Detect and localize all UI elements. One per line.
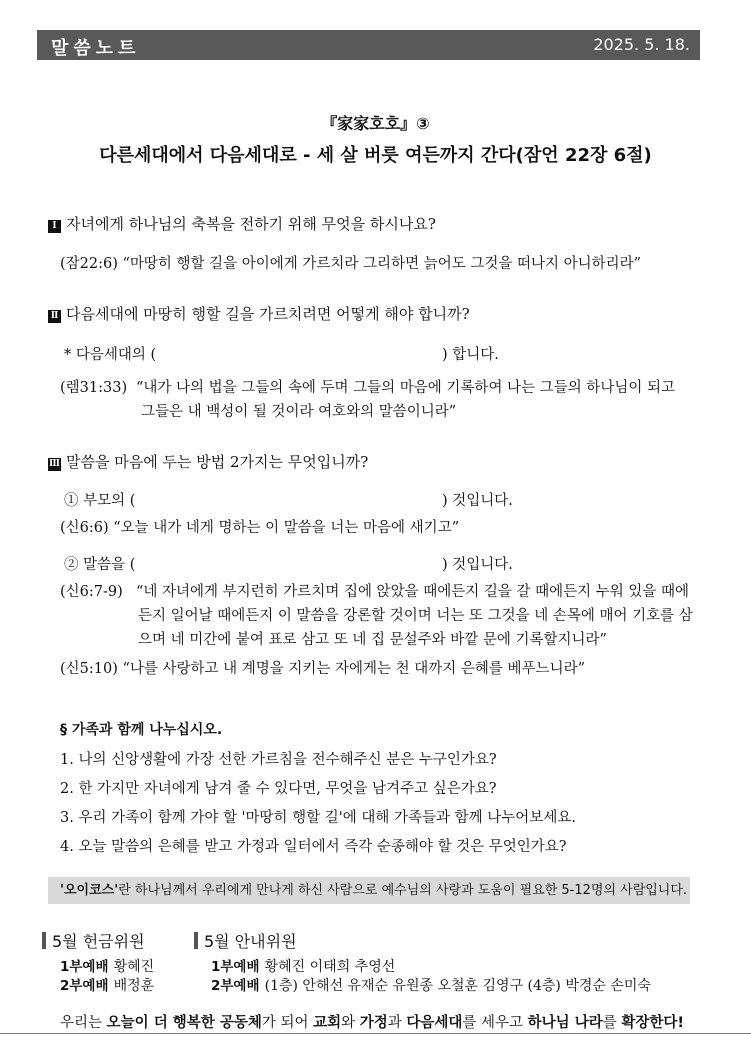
header-date: 2025. 5. 18. — [593, 35, 690, 54]
question-1 — [48, 213, 436, 234]
heading-bar — [42, 932, 46, 949]
verse-jeremiah-line2: 그들은 내 백성이 될 것이라 여호와의 말씀이니라” — [141, 404, 457, 420]
service-label: 1부예배 — [211, 959, 260, 975]
verse-jeremiah-ref: (렘31:33) — [60, 380, 128, 396]
church-motto: 우리는 오늘이 더 행복한 공동체가 되어 교회와 가정과 다음세대를 세우고 하나님 나라를 확장한다! — [60, 1015, 685, 1031]
verse-deut-6-7-line2: 든지 일어날 때에든지 이 말씀을 강론할 것이며 너는 또 그것을 네 손목에 매어 기호를 삼 — [138, 608, 693, 624]
bottom-divider — [0, 1033, 751, 1034]
usher-names: 황혜진 이태희 추영선 — [264, 959, 396, 975]
item1-end: ) 것입니다. — [442, 493, 513, 509]
family-heading: § 가족과 함께 나누십시오. — [60, 722, 223, 738]
oikos-term: '오이코스' — [60, 883, 119, 898]
roman-marker-3: Ⅲ — [49, 459, 60, 469]
offering-row — [60, 974, 154, 995]
verse-deut-6-6: (신6:6) “오늘 내가 네게 명하는 이 말씀을 너는 마음에 새기고” — [60, 520, 460, 536]
ushers-heading-text: 5월 안내위원 — [204, 932, 297, 951]
ushers-heading — [194, 929, 297, 952]
offering-row — [60, 955, 154, 976]
item2-start: ② 말씀을 ( — [64, 557, 136, 573]
verse-deut-6-7-ref: (신6:7-9) — [60, 584, 123, 600]
oikos-note — [48, 877, 690, 904]
item2-end: ) 것입니다. — [442, 557, 513, 573]
sermon-series: 『家家호호』③ — [321, 114, 430, 133]
verse-proverbs: (잠22:6) “마땅히 행할 길을 아이에게 가르치라 그리하면 늙어도 그것을 떠나지 아니하리라” — [60, 256, 642, 272]
fill-blank-end: ) 합니다. — [442, 347, 499, 363]
question-2-text: 다음세대에 마땅히 행할 길을 가르치려면 어떻게 해야 합니까? — [66, 305, 470, 323]
fill-blank-start: * 다음세대의 ( — [64, 347, 157, 363]
sermon-title: 다른세대에서 다음세대로 - 세 살 버릇 여든까지 간다(잠언 22장 6절) — [99, 145, 652, 166]
service-label: 1부예배 — [60, 959, 109, 975]
roman-marker-1: Ⅰ — [48, 220, 61, 233]
oikos-text: 란 하나님께서 우리에게 만나게 하신 사람으로 예수님의 사랑과 도움이 필요한 5-12명의 사람입니다. — [118, 883, 688, 898]
question-1-text: 자녀에게 하나님의 축복을 전하기 위해 무엇을 하시나요? — [66, 215, 436, 233]
family-question: 4. 오늘 말씀의 은혜를 받고 가정과 일터에서 즉각 순종해야 할 것은 무엇인가요? — [60, 839, 567, 855]
ushers-row — [211, 955, 395, 976]
question-3 — [48, 451, 368, 472]
offering-names: 황혜진 — [113, 959, 155, 975]
header-bar — [37, 30, 700, 60]
question-3-text: 말씀을 마음에 두는 방법 2가지는 무엇입니까? — [66, 453, 369, 471]
service-label: 2부예배 — [60, 978, 109, 994]
heading-bar — [194, 932, 198, 949]
offering-heading — [42, 929, 145, 952]
family-question: 3. 우리 가족이 함께 가야 할 '마땅히 행할 길'에 대해 가족들과 함께 나누어보세요. — [60, 810, 576, 826]
offering-names: 배정훈 — [113, 978, 155, 994]
verse-deut-6-7-line1: “네 자녀에게 부지런히 가르치며 집에 앉았을 때에든지 길을 갈 때에든지 누워 있을 때에 — [136, 584, 689, 600]
verse-deut-6-7-line3: 으며 네 미간에 붙여 표로 삼고 또 네 집 문설주와 바깥 문에 기록할지니라” — [138, 632, 607, 648]
offering-heading-text: 5월 헌금위원 — [52, 932, 145, 951]
service-label: 2부예배 — [211, 978, 260, 994]
family-question: 1. 나의 신앙생활에 가장 선한 가르침을 전수해주신 분은 누구인가요? — [60, 752, 497, 768]
page-title: 말씀노트 — [51, 38, 141, 59]
roman-marker-2: Ⅱ — [48, 310, 61, 323]
ushers-row — [211, 974, 651, 995]
item1-start: ① 부모의 ( — [64, 493, 136, 509]
family-question: 2. 한 가지만 자녀에게 남겨 줄 수 있다면, 무엇을 남겨주고 싶은가요? — [60, 781, 497, 797]
question-2 — [48, 303, 470, 324]
verse-jeremiah-line1: “내가 나의 법을 그들의 속에 두며 그들의 마음에 기록하여 나는 그들의 하나님이 되고 — [136, 380, 675, 396]
usher-names: (1층) 안해선 유재순 유원종 오철훈 김영구 (4층) 박경순 손미숙 — [264, 978, 651, 994]
verse-deut-5-10: (신5:10) “나를 사랑하고 내 계명을 지키는 자에게는 천 대까지 은혜를 베푸느니라” — [60, 661, 585, 677]
